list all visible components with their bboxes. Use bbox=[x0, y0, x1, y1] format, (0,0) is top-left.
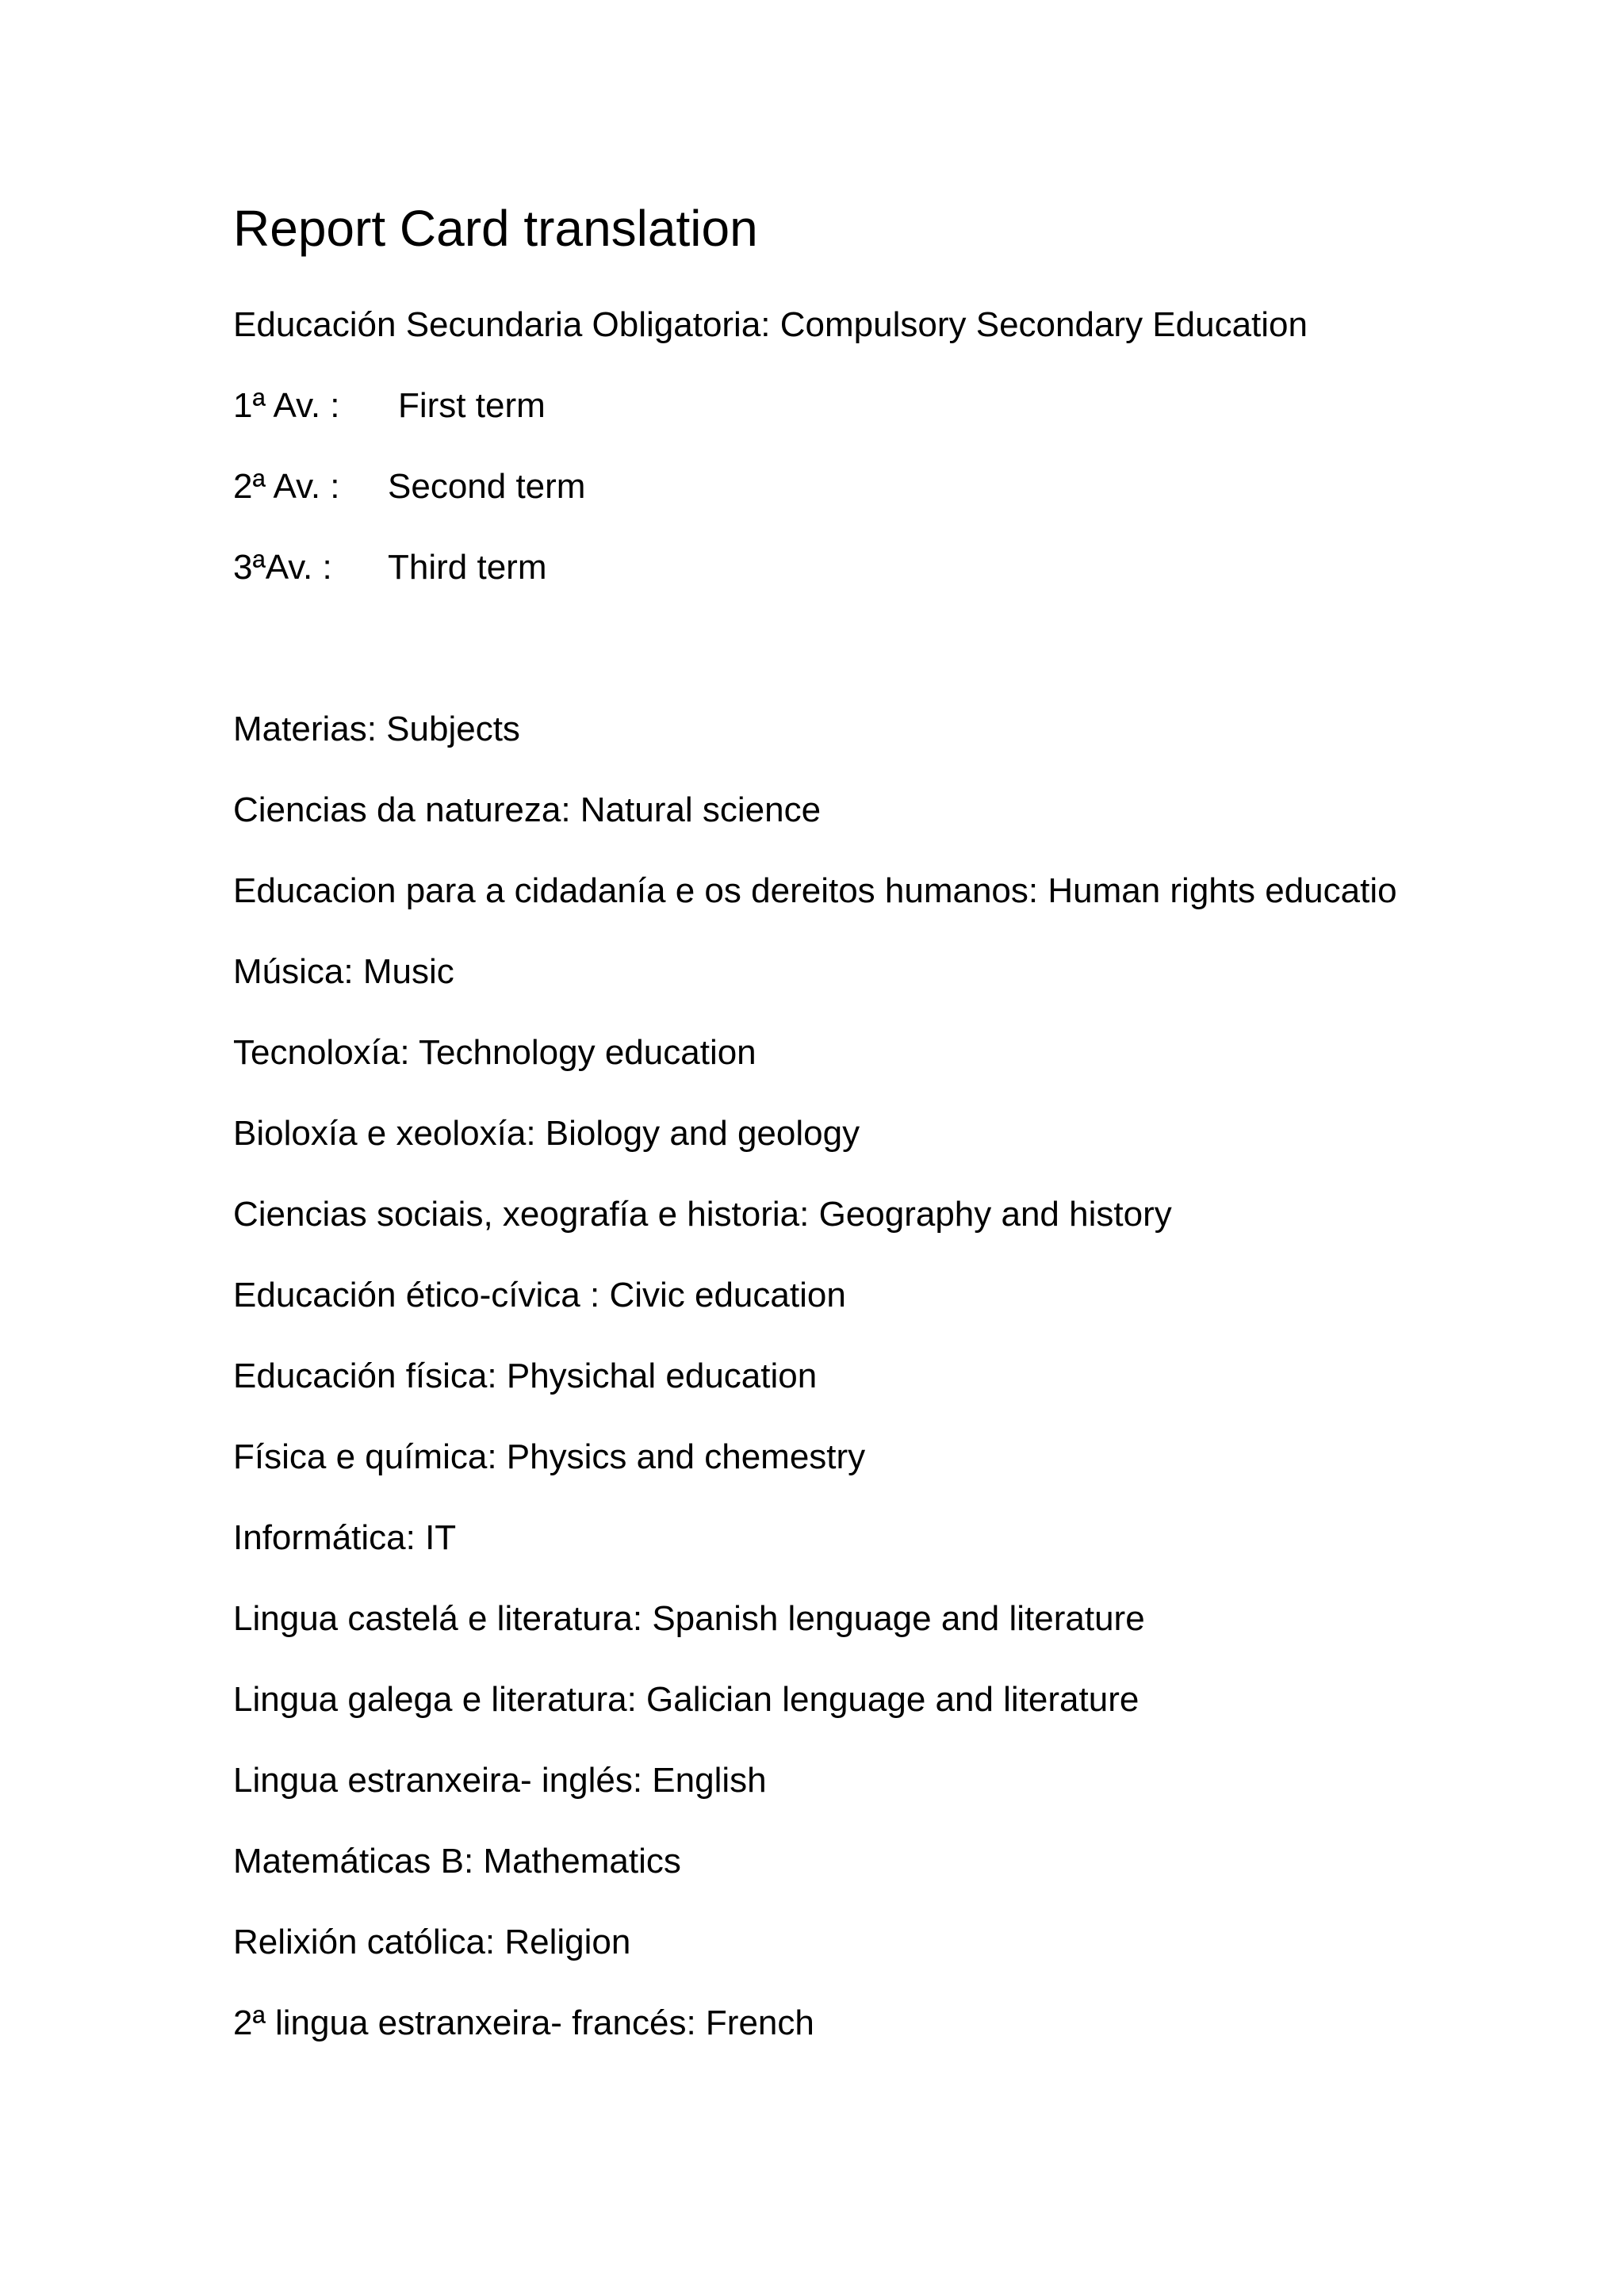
term-row-3 bbox=[233, 544, 546, 591]
subject-line: Educacion para a cidadanía e os dereitos humanos: Human rights educatio bbox=[233, 871, 1397, 910]
document-title: Report Card translation bbox=[233, 200, 758, 257]
subject-line: Bioloxía e xeoloxía: Biology and geology bbox=[233, 1114, 860, 1153]
term-row-1 bbox=[233, 382, 546, 430]
subject-line: Educación física: Physichal education bbox=[233, 1357, 818, 1395]
subject-line: Tecnoloxía: Technology education bbox=[233, 1033, 756, 1072]
subject-line: Física e química: Physics and chemestry bbox=[233, 1437, 866, 1476]
subject-line: Ciencias sociais, xeografía e historia: Geography and history bbox=[233, 1195, 1172, 1234]
subject-line: 2ª lingua estranxeira- francés: French bbox=[233, 2003, 814, 2042]
term-label: 1ª Av. : bbox=[233, 386, 340, 425]
term-value: Second term bbox=[388, 467, 586, 506]
subject-line: Matemáticas B: Mathematics bbox=[233, 1842, 681, 1881]
term-row-2 bbox=[233, 463, 585, 511]
subject-line: Lingua estranxeira- inglés: English bbox=[233, 1761, 767, 1800]
subject-line: Lingua galega e literatura: Galician lenguage and literature bbox=[233, 1680, 1139, 1719]
term-value: First term bbox=[398, 386, 546, 425]
education-line: Educación Secundaria Obligatoria: Compulsory Secondary Education bbox=[233, 305, 1308, 344]
term-label: 3ªAv. : bbox=[233, 548, 332, 587]
subject-line: Lingua castelá e literatura: Spanish lenguage and literature bbox=[233, 1599, 1145, 1638]
subject-line: Ciencias da natureza: Natural science bbox=[233, 790, 822, 829]
subjects-heading: Materias: Subjects bbox=[233, 710, 520, 748]
subject-line: Educación ético-cívica : Civic education bbox=[233, 1276, 846, 1314]
subject-line: Relixión católica: Religion bbox=[233, 1923, 631, 1961]
term-label: 2ª Av. : bbox=[233, 467, 340, 506]
term-value: Third term bbox=[388, 548, 547, 587]
subject-line: Informática: IT bbox=[233, 1518, 457, 1557]
subject-line: Música: Music bbox=[233, 952, 454, 991]
